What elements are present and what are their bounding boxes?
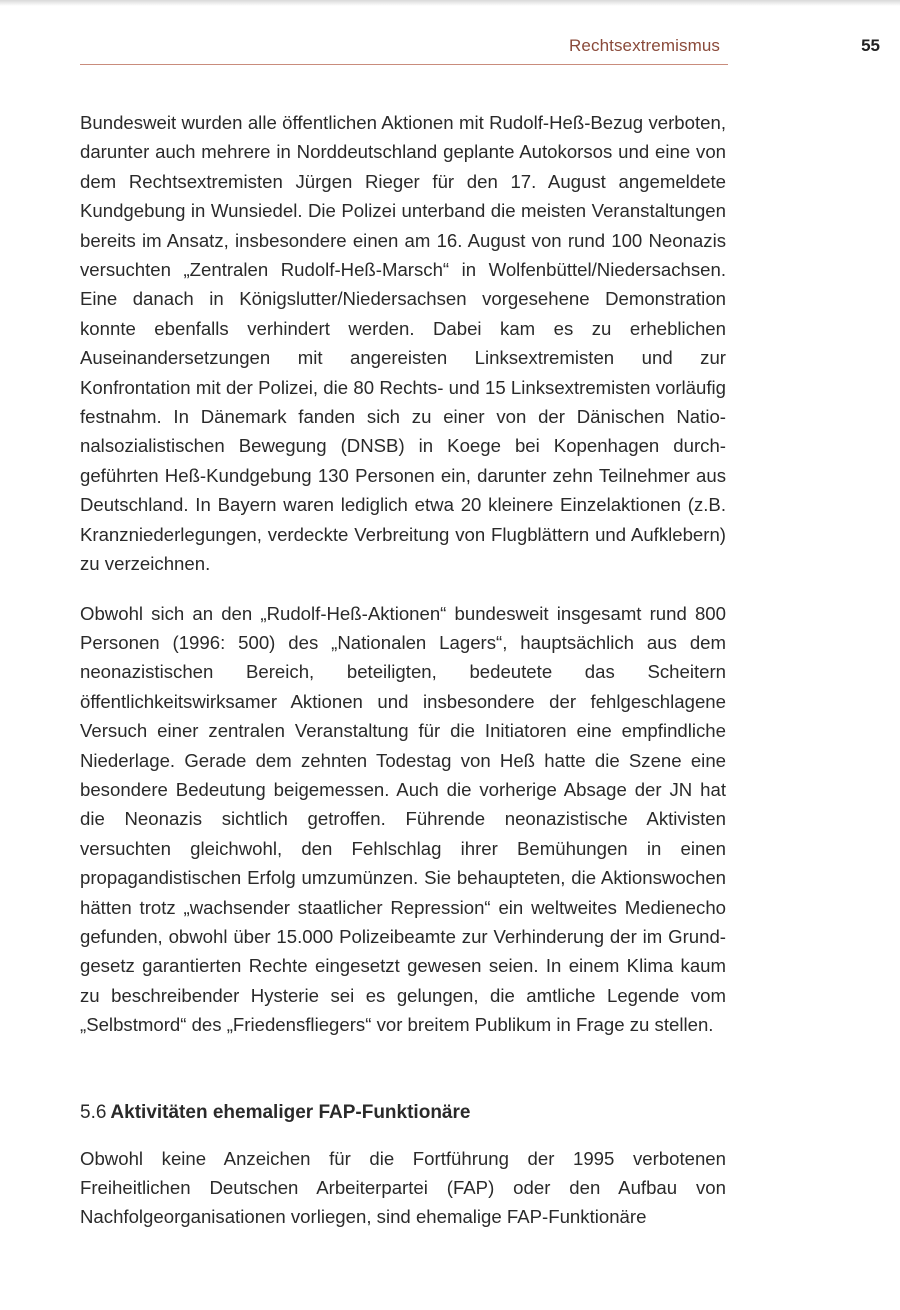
page-edge [0,0,900,6]
section-title: Aktivitäten ehemaliger FAP-Funktionäre [110,1101,471,1123]
header-rule [80,64,728,65]
section-heading [80,1098,726,1128]
paragraph-1: Bundesweit wurden alle öffentlichen Aktionen mit Rudolf-Heß-Bezug verboten, darunter auch mehrere in Norddeutschland geplante Autokorsos und eine von dem Rechtsextremisten Jürgen Rieger für den 17. August angemeldete Kundgebung in Wunsiedel. Die Polizei unterband die meisten Veranstaltungen bereits im Ansatz, insbesondere einen am 16. August von rund 100 Neonazis versuchten „Zentralen Rudolf-Heß-Marsch“ in Wolfenbüttel/Niedersachsen. Eine danach in Königslutter/Niedersachsen vorgesehene Demonstration konnte ebenfalls verhindert werden. Dabei kam es zu erheblichen Auseinandersetzungen mit angereisten Linksextremisten und zur Konfrontation mit der Polizei, die 80 Rechts- und 15 Linksextremisten vorläufig festnahm. In Dänemark fanden sich zu einer von der Dänischen Nationalsozialistischen Bewegung (DNSB) in Koege bei Kopenhagen durchgeführten Heß-Kundgebung 130 Personen ein, darunter zehn Teilnehmer aus Deutschland. In Bayern waren lediglich etwa 20 kleinere Einzelaktionen (z.B. Kranzniederlegungen, verdeckte Verbreitung von Flugblättern und Aufklebern) zu verzeichnen. [80,112,726,575]
section-number: 5.6 [80,1101,107,1123]
running-title: Rechtsextremismus [569,36,720,55]
paragraph-2: Obwohl sich an den „Rudolf-Heß-Aktionen“ bundesweit insgesamt rund 800 Personen (1996: 500) des „Nationalen Lagers“, hauptsächlich aus dem neonazistischen Bereich, beteiligten, bedeutete das Scheitern öffentlichkeitswirksamer Aktionen und insbesondere der fehlgeschlagene Versuch einer zentralen Veranstaltung für die Initiatoren eine empfindliche Niederlage. Gerade dem zehnten Todestag von Heß hatte die Szene eine besondere Bedeutung beigemessen. Auch die vorherige Absage der JN hat die Neonazis sichtlich getroffen. Führende neonazistische Aktivisten versuchten gleichwohl, den Fehlschlag ihrer Bemühungen in einen propagandistischen Erfolg umzumünzen. Sie behaupteten, die Aktionswochen hätten trotz „wachsender staatlicher Repression“ ein weltweites Medienecho gefunden, obwohl über 15.000 Polizeibeamte zur Verhinderung der im Grundgesetz garantierten Rechte eingesetzt gewesen seien. In einem Klima kaum zu beschreibender Hysterie sei es gelungen, die amtliche Legende vom „Selbstmord“ des „Friedensfliegers“ vor breitem Publikum in Frage zu stellen. [80,602,726,1036]
page-number: 55 [861,36,880,55]
running-header [80,36,888,60]
paragraph-3: Obwohl keine Anzeichen für die Fortführung der 1995 verbotenen Freiheitlichen Deutschen Arbeiterpartei (FAP) oder den Aufbau von Nachfolgeorganisationen vorliegen, sind ehemalige FAP-Funktionäre [80,1147,726,1228]
page-body [80,108,726,1232]
